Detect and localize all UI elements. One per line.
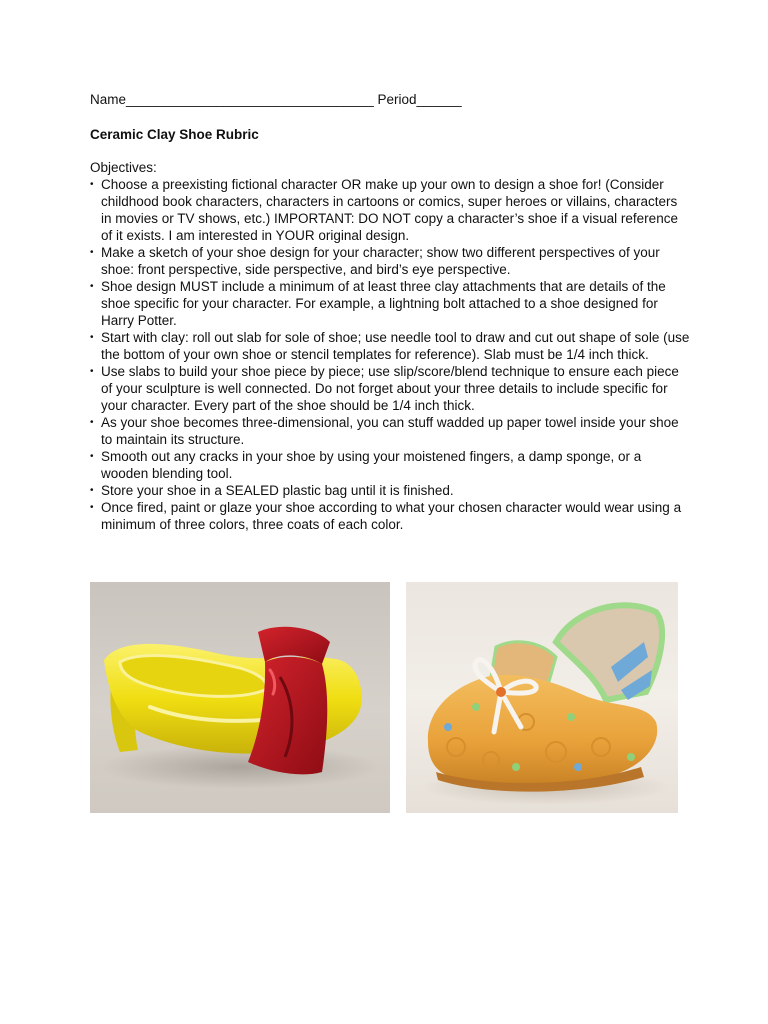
objective-item [90, 176, 690, 244]
dot-shape [472, 703, 480, 711]
objective-text: Start with clay: roll out slab for sole of shoe; use needle tool to draw and cut out shape of sole (use the bottom of your own shoe or stencil templates for reference). Slab must be 1/4 inch thick. [101, 330, 690, 362]
bullet-icon: • [90, 332, 94, 343]
objective-text: Store your shoe in a SEALED plastic bag until it is finished. [101, 483, 454, 498]
bullet-icon: • [90, 417, 94, 428]
lace-knot-shape [496, 687, 506, 697]
objective-item [90, 482, 690, 499]
objective-item [90, 499, 690, 533]
objective-item [90, 363, 690, 414]
bullet-icon: • [90, 247, 94, 258]
dot-shape [627, 753, 635, 761]
objective-item [90, 278, 690, 329]
objective-item [90, 329, 690, 363]
objectives-heading: Objectives: [90, 160, 157, 175]
bullet-icon: • [90, 451, 94, 462]
bullet-icon: • [90, 281, 94, 292]
dot-shape [444, 723, 452, 731]
bullet-icon: • [90, 366, 94, 377]
dot-shape [574, 763, 582, 771]
yellow-shoe-photo [90, 582, 390, 813]
objectives-list [90, 176, 690, 533]
objective-item [90, 448, 690, 482]
objective-text: Make a sketch of your shoe design for your character; show two different perspectives of your shoe: front perspective, side perspective, and bird’s eye perspective. [101, 245, 660, 277]
dot-shape [567, 713, 575, 721]
objective-text: Use slabs to build your shoe piece by piece; use slip/score/blend technique to ensure each piece of your sculpture is well connected. Do not forget about your three details to include specific for your character. Every part of the shoe should be 1/4 inch thick. [101, 364, 679, 413]
dot-shape [512, 763, 520, 771]
bullet-icon: • [90, 485, 94, 496]
bullet-icon: • [90, 502, 94, 513]
bullet-icon: • [90, 179, 94, 190]
page-title: Ceramic Clay Shoe Rubric [90, 127, 259, 142]
orange-shoe-image [406, 582, 678, 813]
objective-text: Choose a preexisting fictional character OR make up your own to design a shoe for! (Consider childhood book characters, characters in cartoons or comics, super heroes or villains, characters in movies or TV shows, etc.) IMPORTANT: DO NOT copy a character’s shoe if a visual reference of it exists. I am interested in YOUR original design. [101, 177, 678, 243]
objective-text: As your shoe becomes three-dimensional, you can stuff wadded up paper towel inside your shoe to maintain its structure. [101, 415, 679, 447]
objective-text: Once fired, paint or glaze your shoe according to what your chosen character would wear using a minimum of three colors, three coats of each color. [101, 500, 682, 532]
orange-shoe-photo [406, 582, 678, 813]
yellow-shoe-image [90, 582, 390, 813]
name-period-line: Name_________________________________ Period______ [90, 92, 462, 107]
objective-item [90, 244, 690, 278]
objective-text: Smooth out any cracks in your shoe by using your moistened fingers, a damp sponge, or a wooden blending tool. [101, 449, 642, 481]
objective-item [90, 414, 690, 448]
objective-text: Shoe design MUST include a minimum of at least three clay attachments that are details of the shoe specific for your character. For example, a lightning bolt attached to a shoe designed for Harry Potter. [101, 279, 666, 328]
